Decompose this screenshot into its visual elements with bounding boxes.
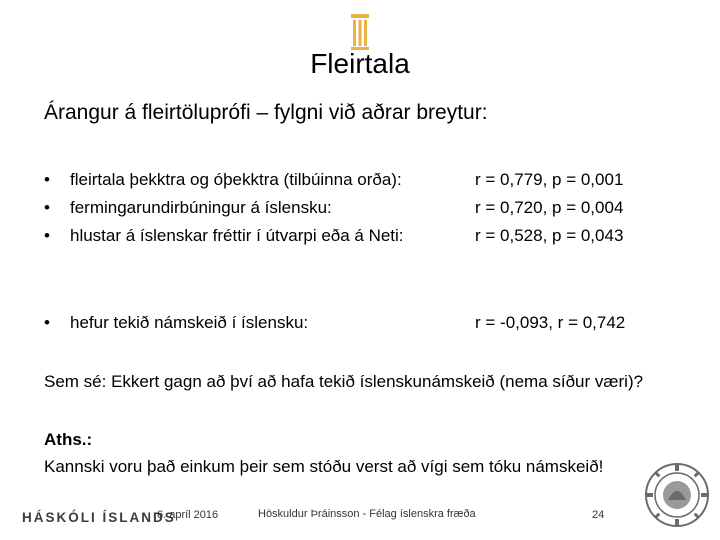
bullet-item bbox=[44, 221, 704, 251]
bullet-label: fermingarundirbúningur á íslensku: bbox=[70, 198, 332, 217]
bullet-marker: • bbox=[44, 226, 50, 245]
bullet-item bbox=[44, 308, 704, 338]
bullet-marker: • bbox=[44, 170, 50, 189]
bullet-item bbox=[44, 165, 704, 195]
page-number: 24 bbox=[592, 509, 605, 521]
institution-logo-text: HÁSKÓLI ÍSLANDS bbox=[22, 510, 176, 525]
correlation-value: r = 0,528, p = 0,043 bbox=[475, 226, 624, 245]
bullet-label: hefur tekið námskeið í íslensku: bbox=[70, 313, 309, 332]
slide-title: Fleirtala bbox=[310, 48, 410, 79]
footer-date: 6. apríl 2016 bbox=[157, 509, 219, 521]
bullet-marker: • bbox=[44, 313, 50, 332]
bullet-label: hlustar á íslenskar fréttir í útvarpi eða á Neti: bbox=[70, 226, 404, 245]
bullet-label: fleirtala þekktra og óþekktra (tilbúinna orða): bbox=[70, 170, 402, 189]
correlation-value: r = -0,093, r = 0,742 bbox=[475, 313, 626, 332]
footer-author: Höskuldur Þráinsson - Félag íslenskra fræða bbox=[258, 508, 476, 520]
university-seal-icon bbox=[644, 462, 710, 528]
correlation-value: r = 0,720, p = 0,004 bbox=[475, 198, 624, 217]
bullet-item bbox=[44, 193, 704, 223]
note-heading: Aths.: bbox=[44, 430, 93, 449]
note-text: Kannski voru það einkum þeir sem stóðu verst að vígi sem tóku námskeið! bbox=[44, 457, 604, 476]
conclusion-text: Sem sé: Ekkert gagn að því að hafa tekið íslenskunámskeið (nema síður væri)? bbox=[44, 372, 644, 391]
slide-subtitle: Árangur á fleirtöluprófi – fylgni við aðrar breytur: bbox=[44, 101, 488, 124]
bullet-marker: • bbox=[44, 198, 50, 217]
correlation-value: r = 0,779, p = 0,001 bbox=[475, 170, 624, 189]
